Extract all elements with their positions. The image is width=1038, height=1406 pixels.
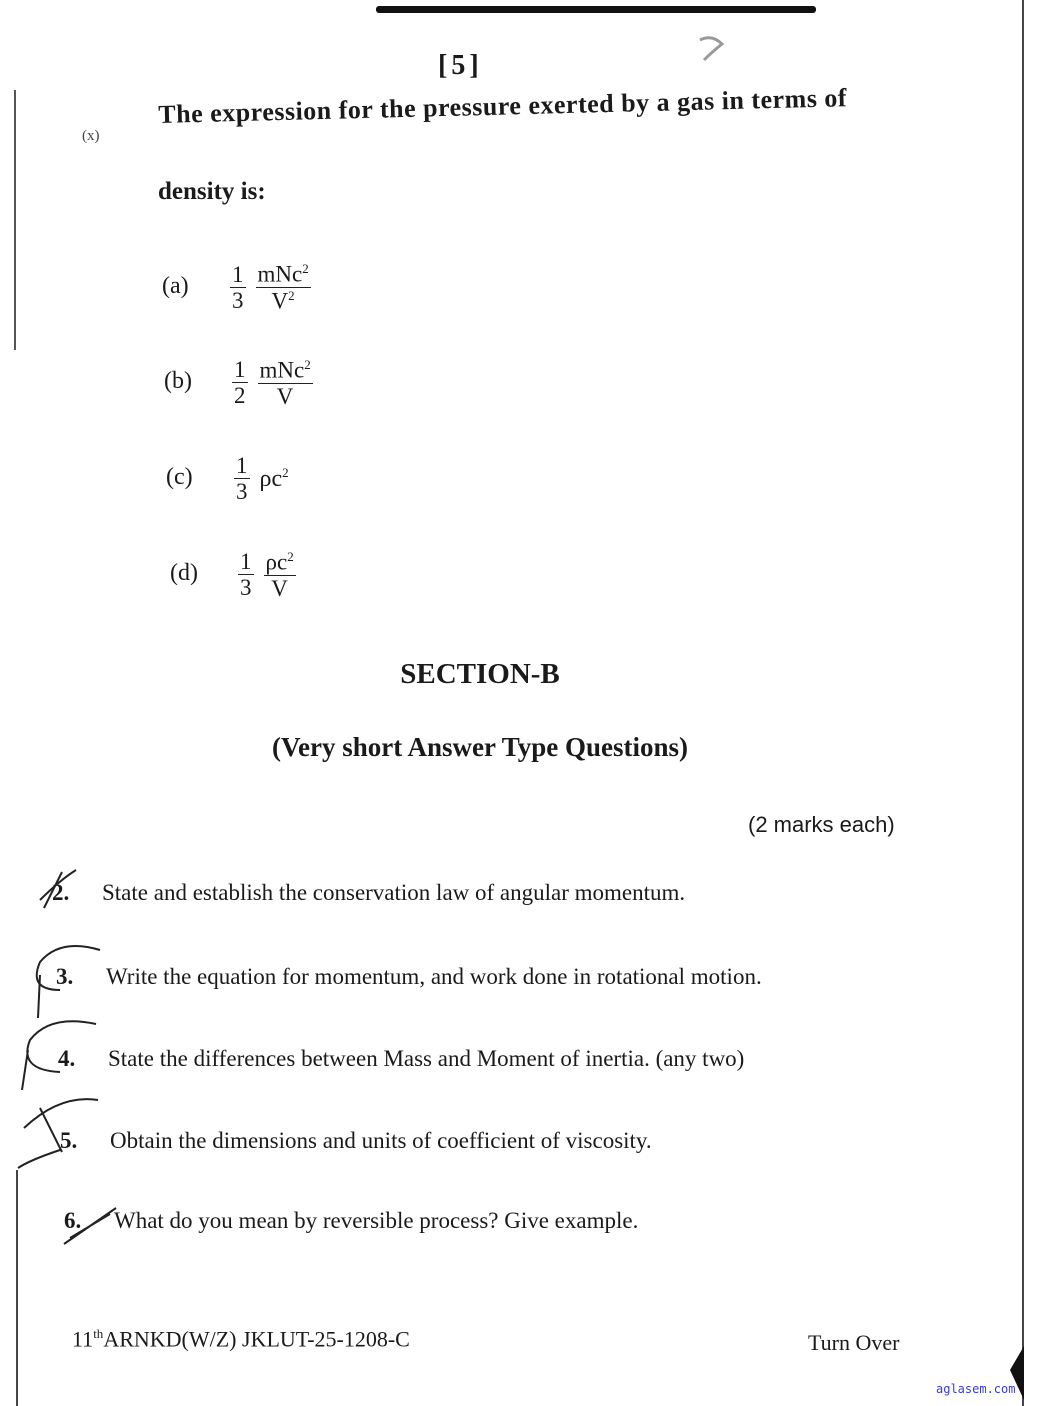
question-number: 6. xyxy=(64,1208,82,1233)
option-label: (b) xyxy=(164,368,192,395)
question-x-text-line1: The expression for the pressure exerted by a gas in terms of xyxy=(158,83,848,129)
question-number: 3. xyxy=(56,964,74,989)
tick-mark-3 xyxy=(37,946,100,1018)
tick-mark-5 xyxy=(18,1099,98,1168)
question-text: What do you mean by reversible process? Give example. xyxy=(114,1208,639,1233)
question-text: State the differences between Mass and Moment of inertia. (any two) xyxy=(108,1046,745,1071)
page-number: [5] xyxy=(438,50,483,81)
marks-note: (2 marks each) xyxy=(748,812,895,837)
turn-over-label: Turn Over xyxy=(808,1330,900,1355)
question-number: 2. xyxy=(52,880,70,905)
question-x-number: (x) xyxy=(82,128,100,144)
section-title: SECTION-B xyxy=(400,658,560,690)
tick-mark-2 xyxy=(40,870,76,908)
expression: $\rho c^2$ xyxy=(259,464,289,492)
expression-fraction: $\frac{\rho c^2}{V}$ xyxy=(265,549,294,601)
coefficient-fraction: $\frac{1}{3}$ xyxy=(240,549,252,601)
coefficient-fraction: $\frac{1}{3}$ xyxy=(236,453,248,504)
smudge-mark xyxy=(700,38,722,60)
paper-code: 11thARNKD(W/Z) JKLUT-25-1208-C xyxy=(72,1326,410,1352)
coefficient-fraction: $\frac{1}{3}$ xyxy=(232,261,244,313)
expression-fraction: $\frac{mNc^2}{V^2}$ xyxy=(257,261,309,314)
expression-fraction: $\frac{mNc^2}{V}$ xyxy=(259,357,311,409)
section-subtitle: (Very short Answer Type Questions) xyxy=(271,732,689,762)
question-number: 5. xyxy=(60,1128,78,1153)
question-number: 4. xyxy=(58,1046,76,1071)
question-text: Obtain the dimensions and units of coefficient of viscosity. xyxy=(110,1128,652,1153)
question-x-text-line2: density is: xyxy=(158,178,266,205)
question-text: State and establish the conservation law of angular momentum. xyxy=(102,880,686,905)
option-label: (a) xyxy=(162,272,189,299)
watermark: aglasem.com xyxy=(936,1382,1016,1396)
coefficient-fraction: $\frac{1}{2}$ xyxy=(234,357,246,409)
option-label: (d) xyxy=(170,560,198,587)
option-label: (c) xyxy=(166,464,193,491)
tick-mark-6 xyxy=(64,1208,116,1244)
tick-mark-4 xyxy=(22,1021,96,1090)
question-text: Write the equation for momentum, and work done in rotational motion. xyxy=(106,964,762,989)
